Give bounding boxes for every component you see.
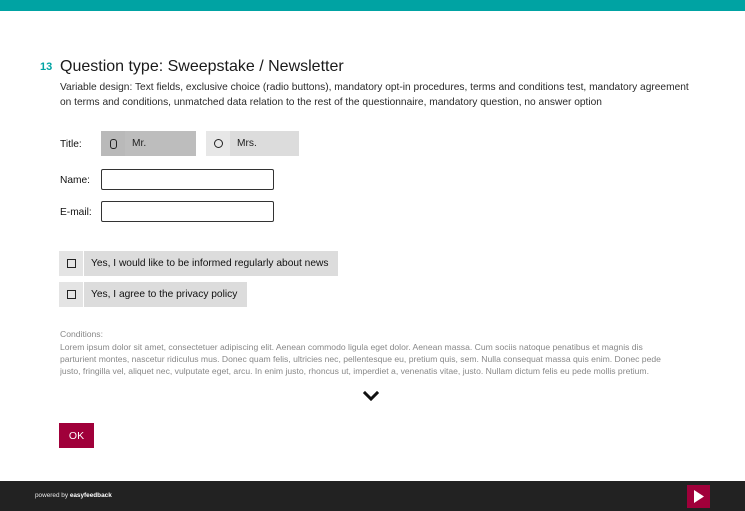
newsletter-checkbox[interactable] <box>59 251 338 276</box>
next-button[interactable] <box>687 485 710 508</box>
conditions-title: Conditions: <box>60 329 103 339</box>
email-input[interactable] <box>101 201 274 222</box>
conditions-text: Lorem ipsum dolor sit amet, consectetuer adipiscing elit. Aenean commodo ligula eget dolor. Aenean massa. Cum sociis natoque penatibus et magnis dis parturient montes, nascetur ridiculus mus. Donec quam felis, ultricies nec, pellentesque eu, pretium quis, sem. Nulla consequat massa quis enim. Donec pede justo, fringilla vel, aliquet nec, vulputate eget, arcu. In enim justo, rhoncus ut, imperdiet a, venenatis vitae, justo. Nullam dictum felis eu pede mollis pretium. <box>60 342 661 377</box>
radio-mrs[interactable] <box>206 131 299 156</box>
radio-mr-label: Mr. <box>125 131 196 156</box>
privacy-checkbox-label: Yes, I agree to the privacy policy <box>84 282 247 307</box>
radio-mrs-label: Mrs. <box>230 131 299 156</box>
title-label: Title: <box>60 139 82 150</box>
top-accent-bar <box>0 0 745 11</box>
radio-empty-icon <box>206 131 230 156</box>
powered-by <box>35 492 112 499</box>
name-label: Name: <box>60 175 91 186</box>
ok-button[interactable]: OK <box>59 423 94 448</box>
checkbox-icon <box>59 282 83 307</box>
footer <box>0 481 745 511</box>
question-title: Question type: Sweepstake / Newsletter <box>60 58 344 75</box>
question-number: 13 <box>40 61 53 73</box>
radio-mr[interactable] <box>101 131 196 156</box>
question-description: Variable design: Text fields, exclusive choice (radio buttons), mandatory opt-in procedures, terms and conditions test, mandatory agreement on terms and conditions, unmatched data relation to the rest of the questionnaire, mandatory question, no answer option <box>60 82 689 108</box>
play-icon <box>693 490 704 503</box>
name-input[interactable] <box>101 169 274 190</box>
brand-name: easyfeedback <box>69 492 112 499</box>
checkbox-icon <box>59 251 83 276</box>
radio-selected-icon <box>101 131 125 156</box>
email-label: E-mail: <box>60 207 92 218</box>
newsletter-checkbox-label: Yes, I would like to be informed regularly about news <box>84 251 338 276</box>
privacy-checkbox[interactable] <box>59 282 247 307</box>
chevron-down-icon[interactable] <box>363 388 379 398</box>
powered-by-prefix: powered by <box>35 492 69 499</box>
